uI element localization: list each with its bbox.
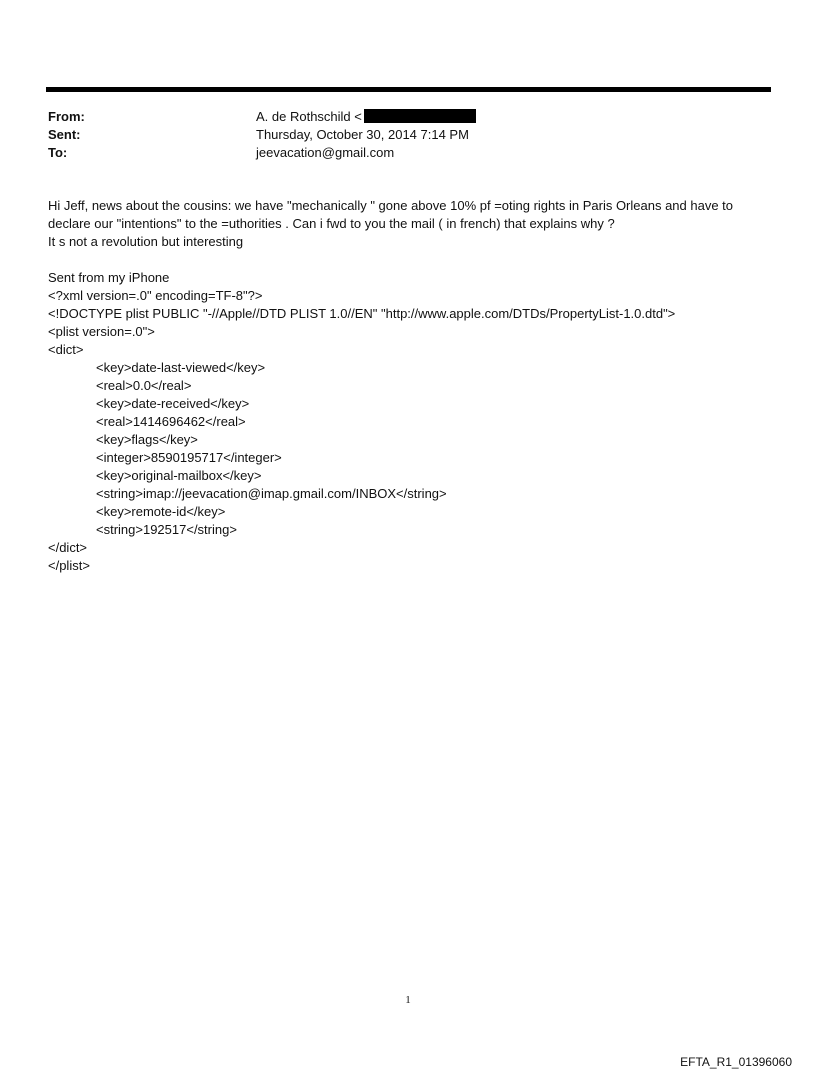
plist-entry: <key>remote-id</key>	[96, 504, 226, 519]
plist-entry: <key>flags</key>	[96, 432, 198, 447]
spacer	[48, 251, 768, 269]
from-value	[256, 108, 748, 126]
dict-close-tag: </dict>	[48, 540, 88, 555]
to-row	[48, 144, 748, 162]
plist-xml-declaration: <?xml version=.0" encoding=TF-8"?>	[48, 288, 263, 303]
plist-entry: <string>imap://jeevacation@imap.gmail.com/INBOX</string>	[96, 486, 447, 501]
message-line-2: declare our "intentions" to the =uthorities . Can i fwd to you the mail ( in french) that explains why ?	[48, 216, 615, 231]
plist-entry: <key>date-last-viewed</key>	[96, 360, 266, 375]
sent-label: Sent:	[48, 127, 81, 142]
from-sender: A. de Rothschild <	[256, 109, 362, 124]
page-number: 1	[405, 994, 411, 1006]
from-row	[48, 108, 748, 126]
plist-entry: <integer>8590195717</integer>	[96, 450, 282, 465]
header-divider	[46, 87, 771, 92]
sent-row	[48, 126, 748, 144]
message-line-1: Hi Jeff, news about the cousins: we have "mechanically " gone above 10% pf =oting rights in Paris Orleans and have to	[48, 198, 734, 213]
to-label: To:	[48, 145, 68, 160]
plist-entry: <real>1414696462</real>	[96, 414, 246, 429]
email-body	[48, 197, 768, 575]
to-value: jeevacation@gmail.com	[256, 145, 395, 160]
sent-value: Thursday, October 30, 2014 7:14 PM	[256, 127, 469, 142]
plist-entry: <key>date-received</key>	[96, 396, 250, 411]
from-label: From:	[48, 109, 85, 124]
dict-open-tag: <dict>	[48, 342, 84, 357]
email-header	[48, 108, 748, 162]
message-line-3: It s not a revolution but interesting	[48, 234, 244, 249]
plist-entry: <key>original-mailbox</key>	[96, 468, 262, 483]
redaction-box	[364, 109, 476, 123]
plist-entry: <real>0.0</real>	[96, 378, 192, 393]
signature: Sent from my iPhone	[48, 270, 170, 285]
plist-doctype: <!DOCTYPE plist PUBLIC "-//Apple//DTD PLIST 1.0//EN" "http://www.apple.com/DTDs/PropertyList-1.0.dtd">	[48, 306, 676, 321]
plist-entry: <string>192517</string>	[96, 522, 237, 537]
plist-open-tag: <plist version=.0">	[48, 324, 155, 339]
document-id: EFTA_R1_01396060	[680, 1055, 792, 1069]
plist-close-tag: </plist>	[48, 558, 90, 573]
